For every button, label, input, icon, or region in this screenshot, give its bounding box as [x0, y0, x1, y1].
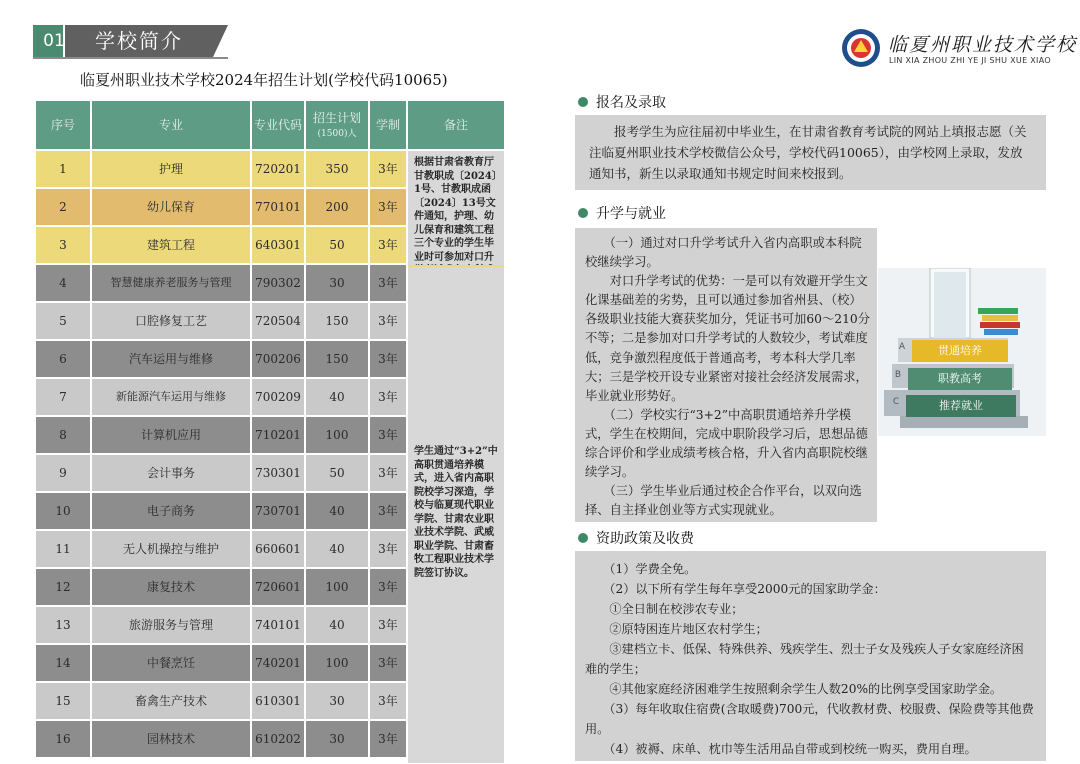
cell-code: 720601	[252, 569, 304, 607]
cell-system: 3年	[370, 151, 406, 189]
stair-label: 贯通培养	[912, 340, 1008, 362]
cell-seq: 3	[36, 227, 90, 265]
cell-system: 3年	[370, 265, 406, 303]
cell-system: 3年	[370, 645, 406, 683]
school-name-cn: 临夏州职业技术学校	[888, 34, 1078, 56]
cell-seq: 14	[36, 645, 90, 683]
aid-heading	[578, 528, 694, 548]
cell-system: 3年	[370, 569, 406, 607]
cell-major: 康复技术	[92, 569, 250, 607]
admission-heading-text: 报名及录取	[596, 95, 666, 111]
cell-major: 电子商务	[92, 493, 250, 531]
section-title: 学校简介	[95, 29, 183, 53]
school-emblem-icon	[841, 28, 881, 68]
stair-label: 职教高考	[908, 368, 1012, 390]
cell-code: 720504	[252, 303, 304, 341]
school-logo	[838, 25, 1078, 71]
cell-seq: 1	[36, 151, 90, 189]
cell-seq: 10	[36, 493, 90, 531]
header-divider	[33, 57, 228, 59]
cell-system: 3年	[370, 379, 406, 417]
cell-seq: 6	[36, 341, 90, 379]
cell-code: 610202	[252, 721, 304, 759]
cell-seq: 5	[36, 303, 90, 341]
cell-code: 700206	[252, 341, 304, 379]
cell-plan: 40	[306, 493, 368, 531]
cell-plan: 40	[306, 531, 368, 569]
stair-letter: B	[894, 370, 902, 380]
school-name-en: LIN XIA ZHOU ZHI YE JI SHU XUE XIAO	[889, 56, 1051, 65]
cell-plan: 40	[306, 607, 368, 645]
cell-code: 660601	[252, 531, 304, 569]
cell-major: 幼儿保育	[92, 189, 250, 227]
cell-system: 3年	[370, 531, 406, 569]
cell-major: 会计事务	[92, 455, 250, 493]
section-number: 01	[43, 31, 65, 51]
cell-major: 护理	[92, 151, 250, 189]
table-title: 临夏州职业技术学校2024年招生计划(学校代码10065)	[80, 71, 448, 89]
cell-seq: 11	[36, 531, 90, 569]
header-system: 学制	[370, 101, 406, 151]
section-header	[33, 25, 228, 57]
cell-seq: 12	[36, 569, 90, 607]
cell-system: 3年	[370, 721, 406, 759]
cell-plan: 200	[306, 189, 368, 227]
admission-heading	[578, 92, 666, 112]
cell-code: 640301	[252, 227, 304, 265]
cell-code: 770101	[252, 189, 304, 227]
cell-plan: 100	[306, 569, 368, 607]
cell-plan: 30	[306, 683, 368, 721]
cell-system: 3年	[370, 455, 406, 493]
aid-text: （1）学费全免。 （2）以下所有学生每年享受2000元的国家助学金： ①全日制在校涉农专业； ②原特困连片地区农村学生； ③建档立卡、低保、特殊供养、残疾学生、烈士子女及残疾人子女家庭经济困难的学生； ④其他家庭经济困难学生按照剩余学生人数20%的比例享受国家助学金。 （3）每年收取住宿费(含取暖费)700元，代收教材费、校服费、保险费等其他费用。 （4）被褥、床单、枕巾等生活用品自带或到校统一购买，费用自理。	[585, 562, 1034, 756]
cell-seq: 2	[36, 189, 90, 227]
remark-bottom: 学生通过“3+2”中高职贯通培养模式，进入省内高职院校学习深造，学校与临夏现代职业学院、甘肃农业职业技术学院、武威职业学院、甘肃畜牧工程职业技术学院签订协议。	[408, 267, 504, 763]
header-code: 专业代码	[252, 101, 304, 151]
cell-system: 3年	[370, 303, 406, 341]
aid-heading-text: 资助政策及收费	[596, 531, 694, 547]
cell-major: 无人机操控与维护	[92, 531, 250, 569]
cell-major: 园林技术	[92, 721, 250, 759]
cell-seq: 9	[36, 455, 90, 493]
stair-label: 推荐就业	[906, 395, 1016, 417]
cell-plan: 40	[306, 379, 368, 417]
cell-plan: 30	[306, 721, 368, 759]
cell-code: 730301	[252, 455, 304, 493]
cell-seq: 8	[36, 417, 90, 455]
admission-text: 报考学生为应往届初中毕业生，在甘肃省教育考试院的网站上填报志愿（关注临夏州职业技术学校微信公众号，学校代码10065），由学校网上录取，发放通知书，新生以录取通知书规定时间来校报到。	[589, 124, 1027, 181]
cell-code: 710201	[252, 417, 304, 455]
header-major: 专业	[92, 101, 250, 151]
cell-seq: 4	[36, 265, 90, 303]
further-heading-text: 升学与就业	[596, 206, 666, 222]
admission-box	[575, 115, 1046, 190]
cell-major: 智慧健康养老服务与管理	[92, 265, 250, 303]
further-heading	[578, 203, 666, 223]
cell-code: 610301	[252, 683, 304, 721]
cell-plan: 100	[306, 417, 368, 455]
cell-code: 720201	[252, 151, 304, 189]
cell-major: 旅游服务与管理	[92, 607, 250, 645]
cell-major: 建筑工程	[92, 227, 250, 265]
cell-plan: 100	[306, 645, 368, 683]
further-box	[575, 228, 877, 522]
cell-major: 汽车运用与维修	[92, 341, 250, 379]
cell-code: 740201	[252, 645, 304, 683]
cell-major: 中餐烹饪	[92, 645, 250, 683]
cell-seq: 7	[36, 379, 90, 417]
cell-system: 3年	[370, 227, 406, 265]
stair-letter: A	[898, 342, 906, 352]
cell-code: 740101	[252, 607, 304, 645]
cell-system: 3年	[370, 683, 406, 721]
bullet-dot-icon	[578, 533, 588, 543]
cell-plan: 350	[306, 151, 368, 189]
bullet-dot-icon	[578, 97, 588, 107]
cell-plan: 150	[306, 303, 368, 341]
cell-code: 790302	[252, 265, 304, 303]
cell-system: 3年	[370, 189, 406, 227]
header-remark: 备注	[408, 101, 504, 151]
bullet-dot-icon	[578, 208, 588, 218]
cell-system: 3年	[370, 493, 406, 531]
cell-system: 3年	[370, 341, 406, 379]
cell-seq: 15	[36, 683, 90, 721]
cell-major: 畜禽生产技术	[92, 683, 250, 721]
cell-code: 730701	[252, 493, 304, 531]
header-plan	[306, 101, 368, 151]
stair-letter: C	[892, 397, 900, 407]
aid-box	[575, 551, 1046, 761]
cell-seq: 13	[36, 607, 90, 645]
cell-system: 3年	[370, 607, 406, 645]
cell-major: 口腔修复工艺	[92, 303, 250, 341]
cell-system: 3年	[370, 417, 406, 455]
cell-seq: 16	[36, 721, 90, 759]
table-header-row	[36, 101, 504, 151]
header-plan-label: 招生计划	[312, 111, 361, 125]
cell-plan: 150	[306, 341, 368, 379]
cell-code: 700209	[252, 379, 304, 417]
cell-plan: 50	[306, 455, 368, 493]
cell-major: 新能源汽车运用与维修	[92, 379, 250, 417]
cell-plan: 30	[306, 265, 368, 303]
cell-major: 计算机应用	[92, 417, 250, 455]
remark-top: 根据甘肃省教育厅甘教职成〔2024〕1号、甘教职成函〔2024〕13号文件通知，护理、幼儿保育和建筑工程三个专业的学生毕业时可参加对口升	[408, 151, 504, 265]
further-text: （一）通过对口升学考试升入省内高职或本科院校继续学习。 对口升学考试的优势：一是可以有效避开学生文化课基础差的劣势，且可以通过参加省州县、（校）各级职业技能大赛获奖加分，凭证书可加60～210分不等；二是参加对口升学考试的人数较少，考试难度低，竞争激烈程度低于普通高考，考本科大学几率大；三是学校开设专业紧密对接社会经济发展需求，毕业就业形势好。 （二）学校实行“3+2”中高职贯通培养升学模式，学生在校期间，完成中职阶段学习后，思想品德综合评价和学业成绩考核合格，升入省内高职院校继续学习。 （三）学生毕业后通过校企合作平台，以双向选择、自主择业创业等方式实现就业。	[585, 236, 871, 518]
cell-plan: 50	[306, 227, 368, 265]
header-seq: 序号	[36, 101, 90, 151]
header-plan-total: (1500)人	[317, 129, 357, 139]
